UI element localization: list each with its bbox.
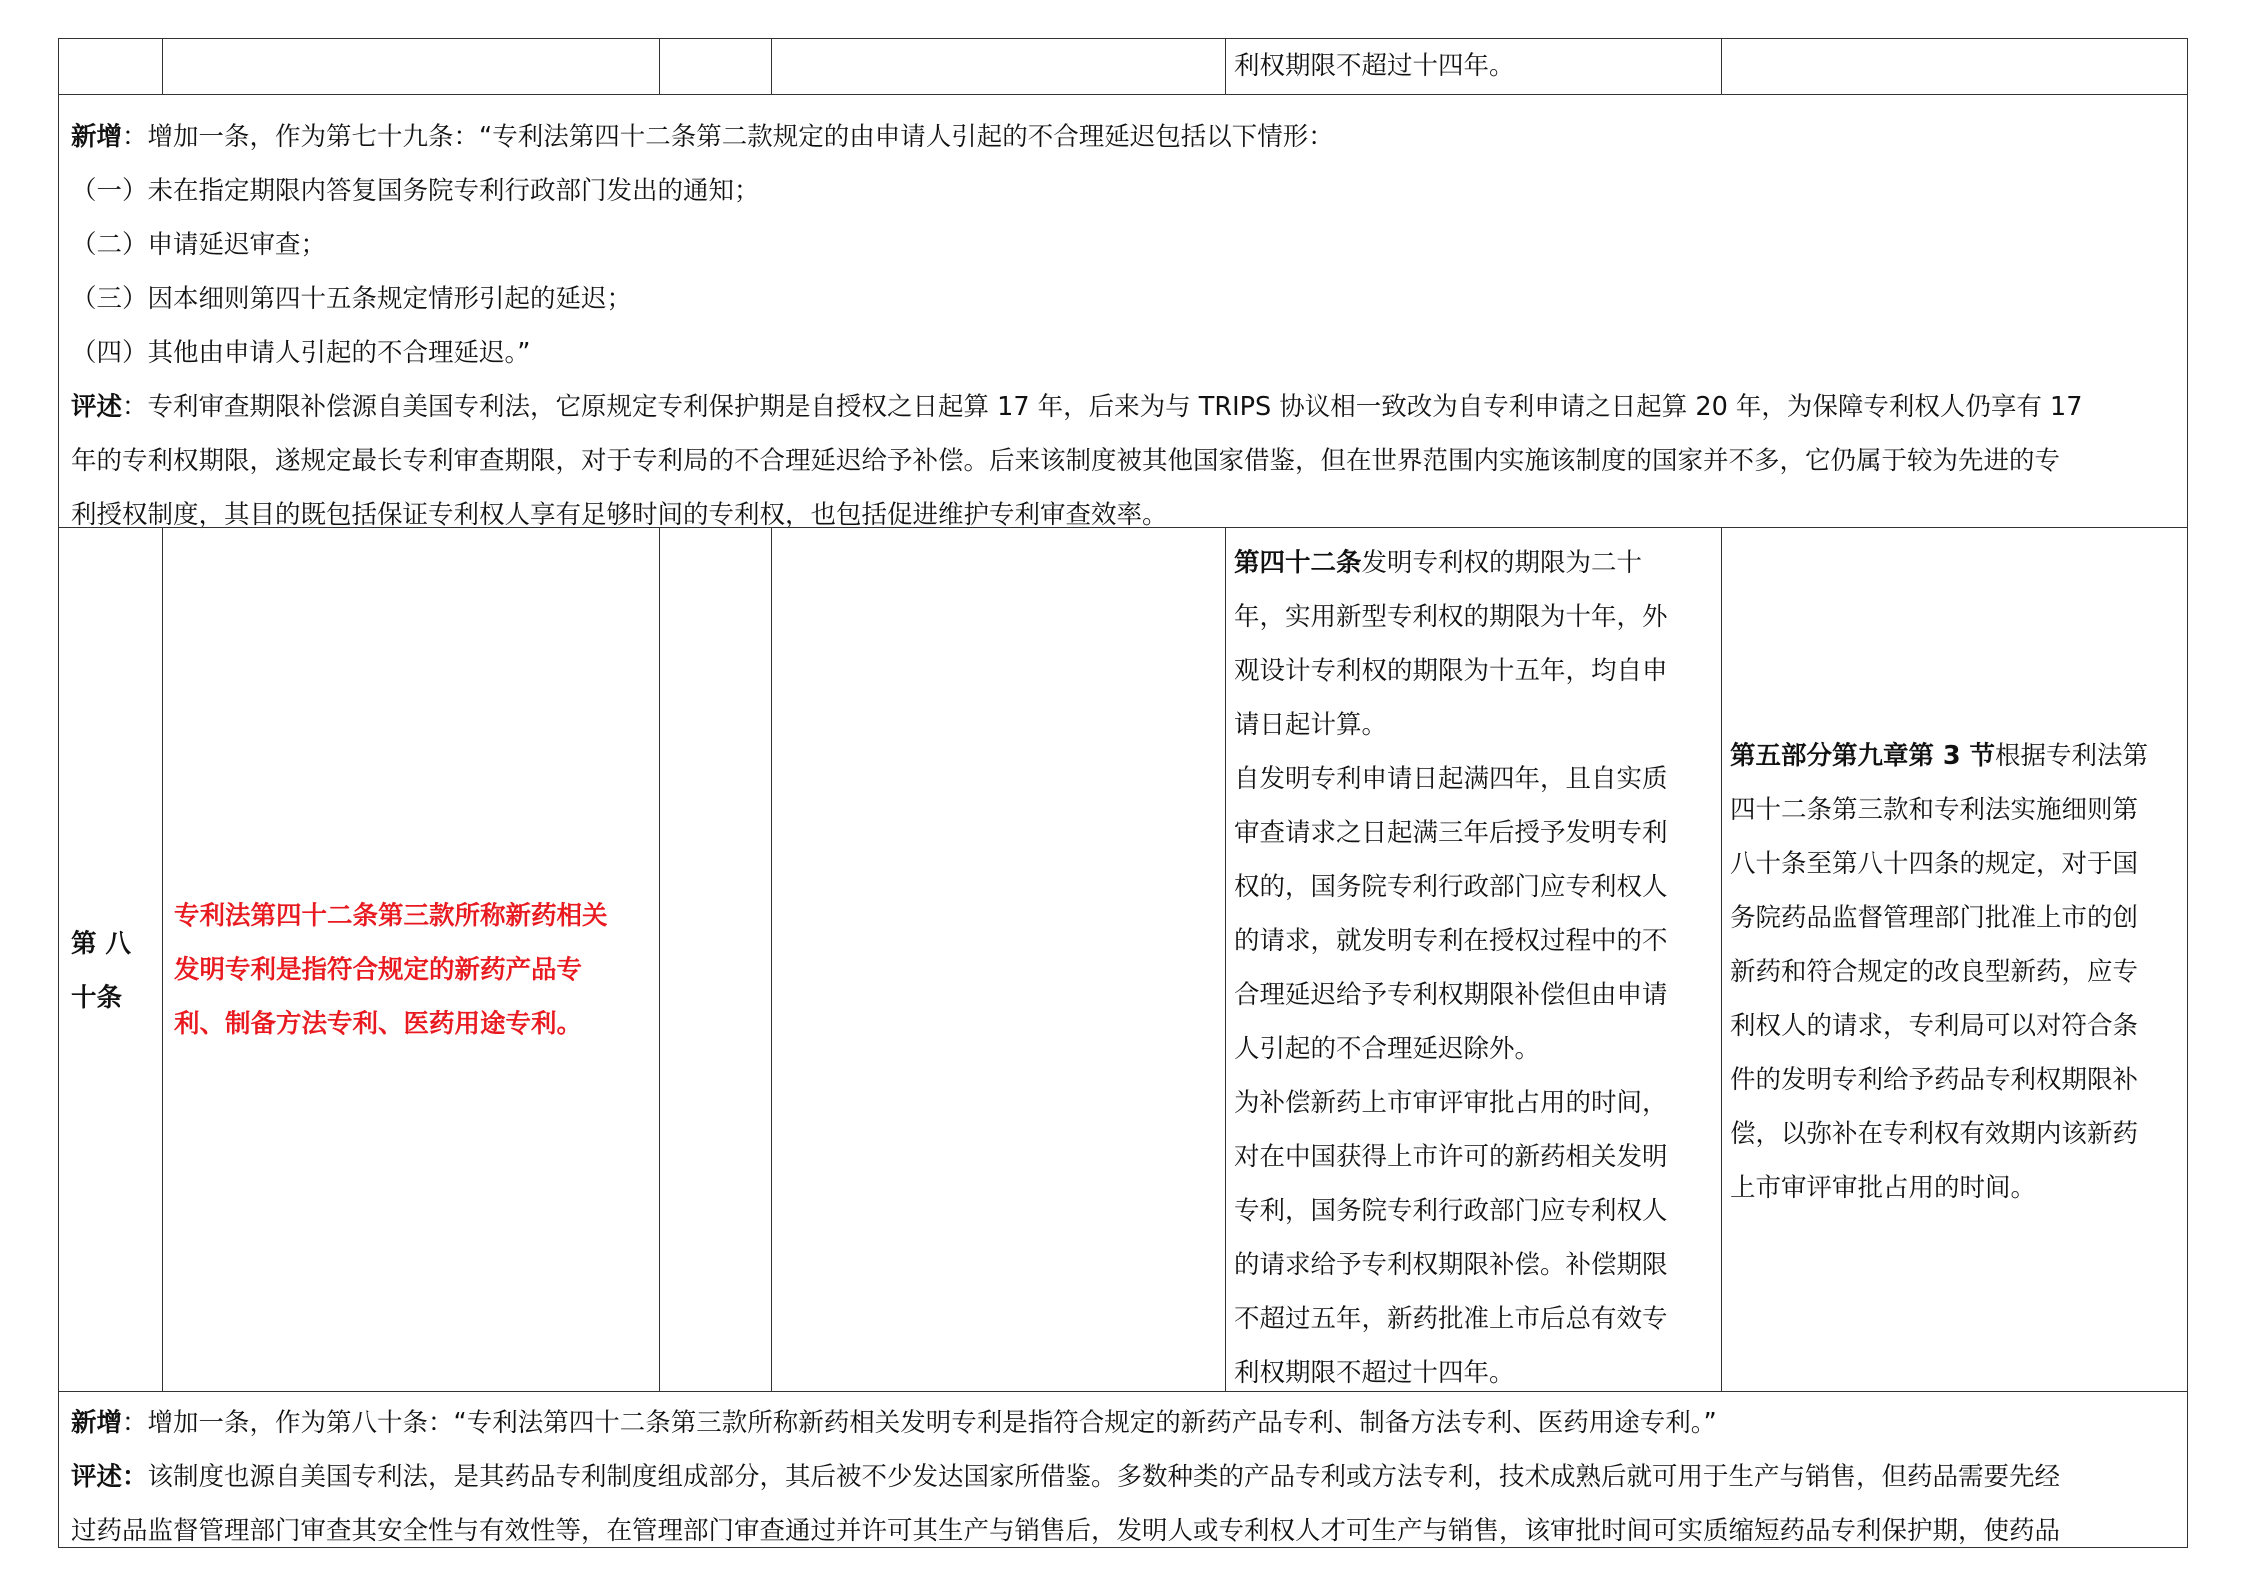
section80-comment-line-0: 该制度也源自美国专利法，是其药品专利制度组成部分，其后被不少发达国家所借鉴。多数种类的产品专利或方法专利，技术成熟后就可用于生产与销售，但药品需要先经 bbox=[147, 1462, 2061, 1492]
article80-patent-law bbox=[1234, 536, 1668, 1400]
article80-guide-line-0: 根据专利法第 bbox=[1995, 741, 2149, 771]
article80-guide-bold: 第五部分第九章第 3 节 bbox=[1730, 741, 1995, 771]
row1-law-text: 利权期限不超过十四年。 bbox=[1234, 51, 1515, 81]
article80-law-line-1: 年，实用新型专利权的期限为十年，外 bbox=[1234, 602, 1668, 632]
article80-law-line-14: 不超过五年，新药批准上市后总有效专 bbox=[1234, 1304, 1668, 1334]
article80-guide-line-2: 八十条至第八十四条的规定，对于国 bbox=[1730, 849, 2139, 879]
row1-divider-4 bbox=[1225, 39, 1226, 94]
article80-law-bold: 第四十二条 bbox=[1234, 548, 1362, 578]
row-divider-3 bbox=[59, 1391, 2187, 1392]
article80-law-line-0: 发明专利权的期限为二十 bbox=[1361, 548, 1643, 578]
section79-new bbox=[71, 110, 2082, 542]
section80-comment-line-1: 过药品监督管理部门审查其安全性与有效性等，在管理部门审查通过并许可其生产与销售后，发明人或专利权人才可生产与销售，该审批时间可实质缩短药品专利保护期，使药品 bbox=[71, 1516, 2061, 1546]
article80-guideline bbox=[1730, 729, 2148, 1215]
section79-new-line-3: （三）因本细则第四十五条规定情形引起的延迟； bbox=[71, 284, 633, 314]
article80-label-line-1: 十条 bbox=[71, 983, 123, 1013]
article80-divider-2 bbox=[659, 527, 660, 1391]
article80-red-line-0: 专利法第四十二条第三款所称新药相关 bbox=[174, 901, 608, 931]
article80-law-line-15: 利权期限不超过十四年。 bbox=[1234, 1358, 1515, 1388]
section79-comment-label: 评述 bbox=[71, 392, 123, 422]
article80-divider-5 bbox=[1721, 527, 1722, 1391]
article80-label-line-0: 第 八 bbox=[71, 929, 131, 959]
article80-law-line-5: 审查请求之日起满三年后授予发明专利 bbox=[1234, 818, 1668, 848]
article80-label bbox=[71, 917, 131, 1025]
article80-law-line-7: 的请求，就发明专利在授权过程中的不 bbox=[1234, 926, 1668, 956]
article80-law-line-11: 对在中国获得上市许可的新药相关发明 bbox=[1234, 1142, 1668, 1172]
article80-law-line-9: 人引起的不合理延迟除外。 bbox=[1234, 1034, 1541, 1064]
article80-guide-line-3: 务院药品监督管理部门批准上市的创 bbox=[1730, 903, 2139, 933]
section79-comment-line-1: 年的专利权期限，遂规定最长专利审查期限，对于专利局的不合理延迟给予补偿。后来该制度被其他国家借鉴，但在世界范围内实施该制度的国家并不多，它仍属于较为先进的专 bbox=[71, 446, 2061, 476]
article80-red-line-2: 利、制备方法专利、医药用途专利。 bbox=[174, 1009, 583, 1039]
section79-new-line-1: （一）未在指定期限内答复国务院专利行政部门发出的通知； bbox=[71, 176, 760, 206]
article80-law-line-3: 请日起计算。 bbox=[1234, 710, 1388, 740]
section79-new-line-2: （二）申请延迟审查； bbox=[71, 230, 327, 260]
article80-law-line-10: 为补偿新药上市审评审批占用的时间， bbox=[1234, 1088, 1668, 1118]
section80-new-label: 新增 bbox=[71, 1408, 123, 1438]
document-table bbox=[58, 38, 2188, 1548]
article80-law-line-6: 权的，国务院专利行政部门应专利权人 bbox=[1234, 872, 1668, 902]
section79-new-line-0: ：增加一条，作为第七十九条：“专利法第四十二条第二款规定的由申请人引起的不合理延迟包括以下情形： bbox=[122, 122, 1334, 152]
row1-divider-3 bbox=[771, 39, 772, 94]
row1-divider-1 bbox=[162, 39, 163, 94]
row1-divider-5 bbox=[1721, 39, 1722, 94]
section79-comment-line-2: 利授权制度，其目的既包括保证专利权人享有足够时间的专利权，也包括促进维护专利审查效率。 bbox=[71, 500, 1168, 530]
article80-guide-line-6: 件的发明专利给予药品专利权期限补 bbox=[1730, 1065, 2139, 1095]
section79-new-label: 新增 bbox=[71, 122, 123, 152]
article80-guide-line-4: 新药和符合规定的改良型新药，应专 bbox=[1730, 957, 2139, 987]
article80-divider-1 bbox=[162, 527, 163, 1391]
article80-divider-3 bbox=[771, 527, 772, 1391]
section79-comment-line-0: ：专利审查期限补偿源自美国专利法，它原规定专利保护期是自授权之日起算 17 年，后来为与 TRIPS 协议相一致改为自专利申请之日起算 20 年，为保障专利权人仍享有 17 bbox=[122, 392, 2083, 422]
article80-law-line-13: 的请求给予专利权期限补偿。补偿期限 bbox=[1234, 1250, 1668, 1280]
article80-law-line-2: 观设计专利权的期限为十五年，均自申 bbox=[1234, 656, 1668, 686]
row1-divider-2 bbox=[659, 39, 660, 94]
article80-guide-line-7: 偿，以弥补在专利权有效期内该新药 bbox=[1730, 1119, 2139, 1149]
section80-new-text: ：增加一条，作为第八十条：“专利法第四十二条第三款所称新药相关发明专利是指符合规定的新药产品专利、制备方法专利、医药用途专利。” bbox=[122, 1408, 1717, 1438]
article80-guide-line-1: 四十二条第三款和专利法实施细则第 bbox=[1730, 795, 2139, 825]
article80-guide-line-5: 利权人的请求，专利局可以对符合条 bbox=[1730, 1011, 2139, 1041]
article80-guide-line-8: 上市审评审批占用的时间。 bbox=[1730, 1173, 2037, 1203]
article80-divider-4 bbox=[1225, 527, 1226, 1391]
article80-law-line-8: 合理延迟给予专利权期限补偿但由申请 bbox=[1234, 980, 1668, 1010]
section79-new-line-4: （四）其他由申请人引起的不合理延迟。” bbox=[71, 338, 531, 368]
section80-new-comment bbox=[71, 1396, 2060, 1558]
article80-new-provision bbox=[174, 889, 608, 1051]
row-divider-2 bbox=[59, 527, 2187, 528]
article80-law-line-4: 自发明专利申请日起满四年，且自实质 bbox=[1234, 764, 1668, 794]
row-divider-1 bbox=[59, 94, 2187, 95]
section80-comment-label: 评述： bbox=[71, 1462, 148, 1492]
article80-red-line-1: 发明专利是指符合规定的新药产品专 bbox=[174, 955, 583, 985]
article80-law-line-12: 专利，国务院专利行政部门应专利权人 bbox=[1234, 1196, 1668, 1226]
